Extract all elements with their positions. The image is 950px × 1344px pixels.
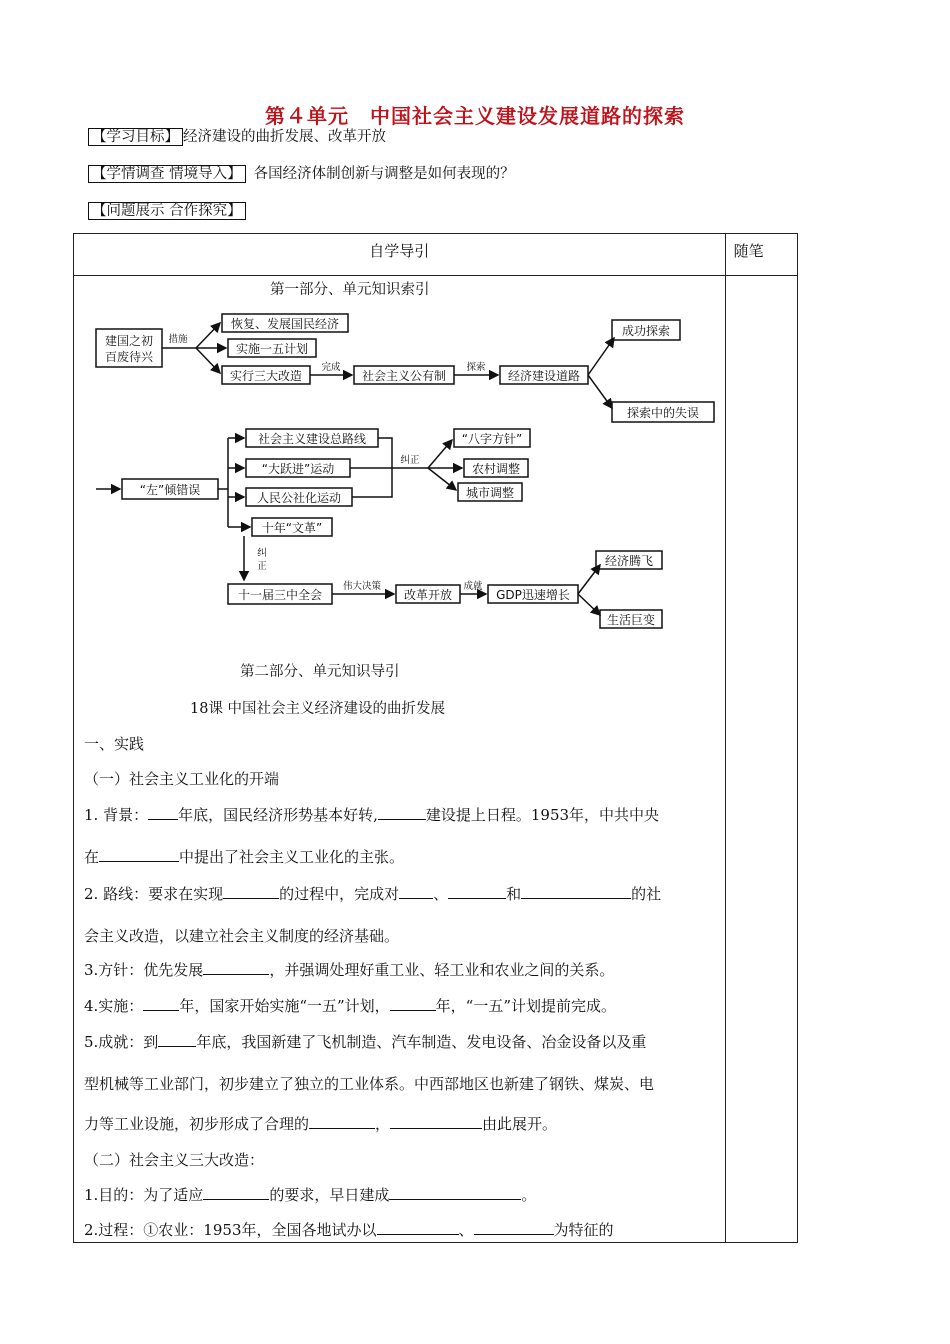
blank[interactable] [223,882,279,899]
item-2-line-1: 2. 路线：要求在实现 的过程中，完成对 、 和 的社 [84,882,661,906]
subsection-2: （二）社会主义三大改造： [84,1151,265,1169]
goal-label: 【学习目标】 [88,128,183,146]
measure-3: 实行三大改造 [229,369,303,383]
blank[interactable] [143,994,179,1011]
part1-title: 第一部分、单元知识索引 [270,282,430,298]
blank[interactable] [203,958,269,975]
gdp: GDP迅速增长 [496,588,570,602]
public-ownership: 社会主义公有制 [361,369,447,383]
goal-text: 经济建设的曲折发展、改革开放 [183,129,386,145]
blank[interactable] [474,1218,554,1235]
correct-vertical-1: 纠 [257,548,267,559]
measure-1: 恢复、发展国民经济 [230,317,340,331]
blank[interactable] [377,1218,459,1235]
section-1: 一、实践 [84,735,145,753]
blank[interactable] [521,882,631,899]
left-error: “左”倾错误 [139,483,201,497]
blank[interactable] [448,882,506,899]
blank[interactable] [399,882,433,899]
item-5-line-1: 5.成就：到 年底，我国新建了飞机制造、汽车制造、发电设备、冶金设备以及重 [84,1030,646,1054]
blank[interactable] [203,1183,269,1200]
lesson-title: 18课 中国社会主义经济建设的曲折发展 [190,701,446,717]
survey-text: 各国经济体制创新与调整是如何表现的？ [253,166,515,182]
reform: 改革开放 [403,588,453,602]
item-1-line-1: 1. 背景： 年底，国民经济形势基本好转, 建设提上日程。1953年，中共中央 [84,803,659,827]
left-item-1: 社会主义建设总路线 [257,432,367,446]
correction-3: 城市调整 [465,486,515,500]
part2-title: 第二部分、单元知识导引 [240,664,400,680]
purpose-line: 1.目的：为了适应 的要求，早日建成 。 [84,1183,536,1207]
survey-row [88,163,515,185]
blank[interactable] [148,803,178,820]
col-self-study-header: 自学导引 [74,234,726,276]
success: 成功探索 [621,324,671,338]
problem-row [88,201,246,221]
notes-cell[interactable] [725,276,797,1243]
blank[interactable] [378,803,426,820]
measure-label: 措施 [168,334,188,345]
blank[interactable] [390,1112,482,1129]
blank[interactable] [158,1030,196,1047]
item-1-line-2: 在 中提出了社会主义工业化的主张。 [84,845,404,869]
correction-2: 农村调整 [471,462,521,476]
complete-label: 完成 [321,362,341,373]
item-3: 3.方针：优先发展 ，并强调处理好重工业、轻工业和农业之间的关系。 [84,958,614,982]
correct-vertical-2: 正 [257,561,267,572]
life-change: 生活巨变 [606,613,656,627]
start-line-1: 建国之初 [104,334,154,348]
measure-2: 实施一五计划 [235,342,309,356]
explore-label: 探索 [466,362,486,373]
start-line-2: 百废待兴 [104,350,154,364]
goal-row [88,126,386,148]
correct-label: 纠正 [400,455,420,466]
econ-road: 经济建设道路 [507,369,581,383]
item-4: 4.实施： 年，国家开始实施“一五”计划， 年，“一五”计划提前完成。 [84,994,616,1018]
blank[interactable] [99,845,179,862]
left-item-3: 人民公社化运动 [256,491,342,505]
item-2-line-2: 会主义改造，以建立社会主义制度的经济基础。 [84,927,400,945]
econ-rise: 经济腾飞 [604,554,654,568]
correction-1: “八字方针” [461,432,523,446]
survey-label: 【学情调查 情境导入】 [88,165,246,183]
subsection-1: （一）社会主义工业化的开端 [84,770,280,788]
problem-label: 【问题展示 合作探究】 [88,202,246,220]
col-notes-header: 随笔 [725,234,797,276]
decision-label: 伟大决策 [342,581,382,592]
mistakes: 探索中的失误 [626,406,700,420]
blank[interactable] [389,1183,521,1200]
plenum: 十一届三中全会 [237,588,323,602]
achieve-label: 成就 [463,581,483,592]
culture-rev: 十年“文革” [261,521,323,535]
blank[interactable] [390,994,436,1011]
blank[interactable] [309,1112,375,1129]
knowledge-diagram [90,305,700,645]
item-5-line-3: 力等工业设施，初步形成了合理的 ， 由此展开。 [84,1112,557,1136]
left-item-2: “大跃进”运动 [261,462,335,476]
page-title: 第４单元 中国社会主义建设发展道路的探索 [265,104,685,128]
item-5-line-2: 型机械等工业部门，初步建立了独立的工业体系。中西部地区也新建了钢铁、煤炭、电 [84,1075,655,1093]
process-line: 2.过程：①农业：1953年，全国各地试办以 、 为特征的 [84,1218,614,1242]
